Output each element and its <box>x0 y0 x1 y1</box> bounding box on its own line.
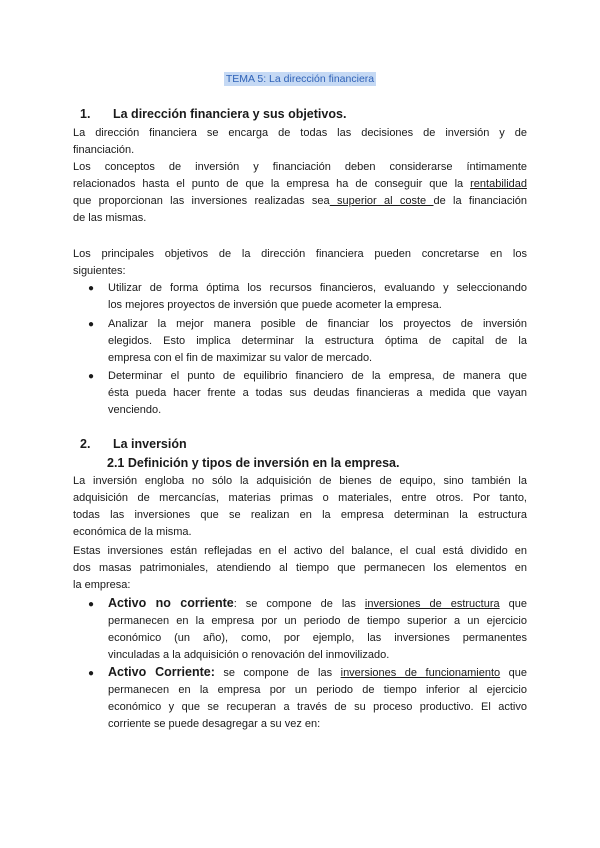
section-2-heading <box>80 437 187 451</box>
underlined-term: rentabilidad <box>470 178 527 190</box>
section-title: La dirección financiera y sus objetivos. <box>113 107 347 121</box>
document-title: TEMA 5: La dirección financiera <box>225 73 375 85</box>
list-item: Analizar la mejor manera posible de financiar los proyectos de inversión elegidos. Esto implica determinar la estructura óptima de capital de la empresa con el fin de maximizar su valor de mercado. <box>108 318 527 364</box>
paragraph: Estas inversiones están reflejadas en el activo del balance, el cual está dividido en dos masas patrimoniales, atendiendo al tiempo que permanecen los elementos en la empresa: <box>73 545 527 591</box>
paragraph: Los conceptos de inversión y financiación deben considerarse íntimamente relacionados hasta el punto de que la empresa ha de conseguir que la rentabilidad que proporcionan las inversiones realizadas sea superior al coste de la financiación de las mismas. <box>73 161 528 224</box>
paragraph: La dirección financiera se encarga de todas las decisiones de inversión y de financiación. <box>73 127 527 156</box>
list-item: Activo Corriente: se compone de las inversiones de funcionamiento que permanecen en la empresa por un periodo de tiempo inferior al ejercicio económico y que se recuperan a través de su proceso productivo. El activo corriente se puede desagregar a su vez en: <box>108 665 528 730</box>
bullet-icon: ● <box>88 283 95 294</box>
section-number: 1. <box>80 107 91 121</box>
list-item: Activo no corriente: se compone de las inversiones de estructura que permanecen en la empresa por un periodo de tiempo superior a un ejercicio económico (un año), como, por ejemplo, las inversiones permanentes vinculadas a la adquisición o renovación del inmovilizado. <box>108 596 527 661</box>
section-title: La inversión <box>113 437 187 451</box>
section-number: 2. <box>80 437 91 451</box>
bullet-icon: ● <box>88 599 95 610</box>
list-item: Determinar el punto de equilibrio financiero de la empresa, de manera que ésta pueda hacer frente a todas sus deudas financieras a medida que vayan venciendo. <box>108 370 527 416</box>
underlined-term: inversiones de funcionamiento <box>340 667 501 679</box>
bullet-icon: ● <box>88 319 95 330</box>
paragraph: La inversión engloba no sólo la adquisición de bienes de equipo, sino también la adquisición de mercancías, materias primas o materiales, entre otros. Por tanto, todas las inversiones que se realizan en la empresa determinan la estructura económica de la misma. <box>73 475 527 538</box>
subsection-heading: 2.1 Definición y tipos de inversión en la empresa. <box>107 456 400 470</box>
bullet-icon: ● <box>88 668 95 679</box>
section-1-heading <box>80 107 346 121</box>
bold-term: Activo Corriente: <box>108 665 215 679</box>
underlined-term: inversiones de estructura <box>364 598 500 610</box>
underlined-term: superior al coste <box>329 195 434 207</box>
list-item: Utilizar de forma óptima los recursos financieros, evaluando y seleccionando los mejores proyectos de inversión que puede acometer la empresa. <box>108 282 527 311</box>
paragraph: Los principales objetivos de la dirección financiera pueden concretarse en los siguientes: <box>73 248 527 277</box>
bold-term: Activo no corriente <box>108 596 234 610</box>
bullet-icon: ● <box>88 371 95 382</box>
